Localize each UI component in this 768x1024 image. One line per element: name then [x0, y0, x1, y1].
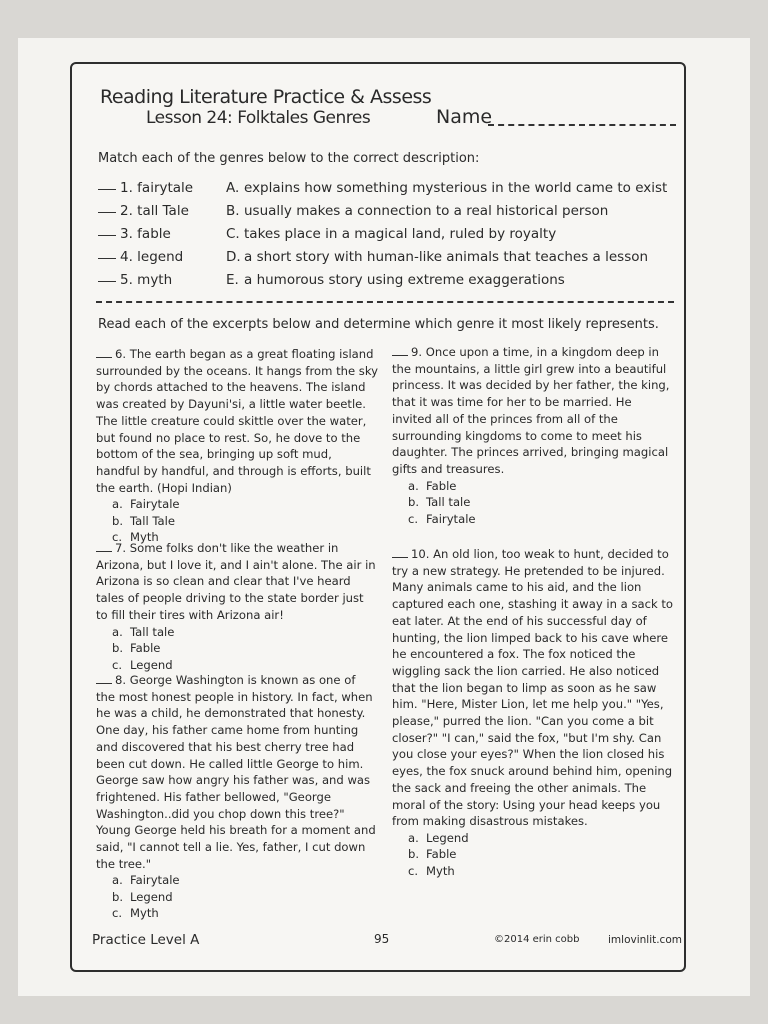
option-b[interactable]: b. Legend: [112, 889, 173, 904]
excerpt-text: 6. The earth began as a great floating island surrounded by the oceans. It hangs from the sky by chords attached to the heavens. The island was created by Dayuni'si, a little water beetle. The little creature could skittle over the water, but found no place to rest. So, he dove to the bottom of the sea, bringing up soft mud, handful by handful, and through is efforts, built the earth. (Hopi Indian): [96, 347, 378, 495]
option-b[interactable]: b. Fable: [112, 641, 161, 656]
genre-description: explains how something mysterious in the world came to exist: [244, 180, 668, 196]
option-c[interactable]: c. Myth: [112, 530, 159, 545]
worksheet-title: Reading Literature Practice & Assess: [100, 86, 432, 108]
option-b[interactable]: b. Fable: [408, 847, 457, 862]
option-a[interactable]: a. Fairytale: [112, 873, 180, 888]
description-letter: E.: [226, 272, 239, 288]
genre-description: a short story with human-like animals that teaches a lesson: [244, 249, 649, 265]
option-a[interactable]: a. Fairytale: [112, 497, 180, 512]
genre-label: 5. myth: [120, 272, 173, 288]
question-8: [96, 672, 378, 922]
question-6: [96, 346, 378, 546]
answer-options: [96, 872, 378, 922]
answer-blank[interactable]: [98, 258, 116, 259]
matching-row: [98, 249, 648, 269]
genre-label: 3. fable: [120, 226, 171, 242]
genre-label: 1. fairytale: [120, 180, 194, 196]
option-a[interactable]: a. Legend: [408, 830, 469, 845]
answer-blank[interactable]: [98, 281, 116, 282]
description-letter: A.: [226, 180, 240, 196]
option-c[interactable]: c. Fairytale: [408, 511, 476, 526]
question-10: [392, 546, 674, 879]
answer-blank[interactable]: [98, 212, 116, 213]
copyright: ©2014 erin cobb: [494, 934, 580, 945]
excerpts-instructions: Read each of the excerpts below and determine which genre it most likely represents.: [98, 317, 659, 332]
name-label: Name: [436, 106, 493, 128]
matching-instructions: Match each of the genres below to the correct description:: [98, 151, 480, 166]
answer-options: [96, 624, 378, 674]
genre-description: a humorous story using extreme exaggerations: [244, 272, 565, 288]
answer-options: [96, 496, 378, 546]
practice-level: Practice Level A: [92, 932, 200, 948]
genre-description: takes place in a magical land, ruled by royalty: [244, 226, 557, 242]
excerpt-text: 9. Once upon a time, in a kingdom deep in the mountains, a little girl grew into a beautiful princess. It was decided by her father, the king, that it was time for her to be married. He invited all of the princes from all of the surrounding kingdoms to come to meet his daughter. The princes arrived, bringing magical gifts and treasures.: [392, 345, 670, 476]
matching-row: [98, 203, 608, 223]
matching-row: [98, 272, 565, 292]
option-b[interactable]: b. Tall tale: [408, 495, 471, 510]
genre-label: 2. tall Tale: [120, 203, 189, 219]
lesson-subtitle: Lesson 24: Folktales Genres: [146, 108, 371, 128]
excerpt-text: 7. Some folks don't like the weather in Arizona, but I love it, and I ain't alone. The air in Arizona is so clean and clear that I've heard tales of people driving to the state border just to fill their tires with Arizona air!: [96, 541, 376, 622]
matching-row: [98, 226, 556, 246]
option-c[interactable]: c. Myth: [408, 863, 455, 878]
option-a[interactable]: a. Tall tale: [112, 624, 175, 639]
description-letter: C.: [226, 226, 240, 242]
genre-description: usually makes a connection to a real historical person: [244, 203, 609, 219]
answer-blank[interactable]: [96, 683, 112, 684]
section-divider: [96, 301, 674, 303]
answer-options: [392, 830, 674, 880]
answer-blank[interactable]: [96, 357, 112, 358]
page-number: 95: [374, 932, 390, 946]
matching-row: [98, 180, 667, 200]
question-9: [392, 344, 674, 527]
excerpt-text: 10. An old lion, too weak to hunt, decided to try a new strategy. He pretended to be injured. Many animals came to his aid, and the lion captured each one, stashing it away in a sack to eat later. At the end of his successful day of hunting, the lion limped back to his cave where he encountered a fox. The fox noticed the wiggling sack the lion carried. He also noticed that the lion began to limp as soon as he saw him. "Here, Mister Lion, let me help you." "Yes, please," purred the lion. "Can you come a bit closer?" "I can," said the fox, "but I'm shy. Can you close your eyes?" When the lion closed his eyes, the fox snuck around behind him, opening the sack and freeing the other animals. The moral of the story: Using your head keeps you from making disastrous mistakes.: [392, 547, 673, 829]
answer-blank[interactable]: [98, 235, 116, 236]
option-c[interactable]: c. Myth: [112, 906, 159, 921]
answer-blank[interactable]: [98, 189, 116, 190]
genre-label: 4. legend: [120, 249, 184, 265]
option-a[interactable]: a. Fable: [408, 478, 457, 493]
description-letter: D.: [226, 249, 241, 265]
answer-options: [392, 478, 674, 528]
answer-blank[interactable]: [392, 557, 408, 558]
website: imlovinlit.com: [608, 934, 682, 946]
answer-blank[interactable]: [96, 551, 112, 552]
option-b[interactable]: b. Tall Tale: [112, 513, 176, 528]
name-blank-line[interactable]: [488, 124, 676, 126]
option-c[interactable]: c. Legend: [112, 657, 173, 672]
excerpt-text: 8. George Washington is known as one of the most honest people in history. In fact, when he was a child, he demonstrated that honesty. One day, his father came home from hunting and discovered that his best cherry tree had been cut down. He called little George to him. George saw how angry his father was, and was frightened. His father bellowed, "George Washington..did you chop down this tree?" Young George held his breath for a moment and said, "I cannot tell a lie. Yes, father, I cut down the tree.": [96, 673, 376, 871]
description-letter: B.: [226, 203, 240, 219]
question-7: [96, 540, 378, 673]
answer-blank[interactable]: [392, 355, 408, 356]
